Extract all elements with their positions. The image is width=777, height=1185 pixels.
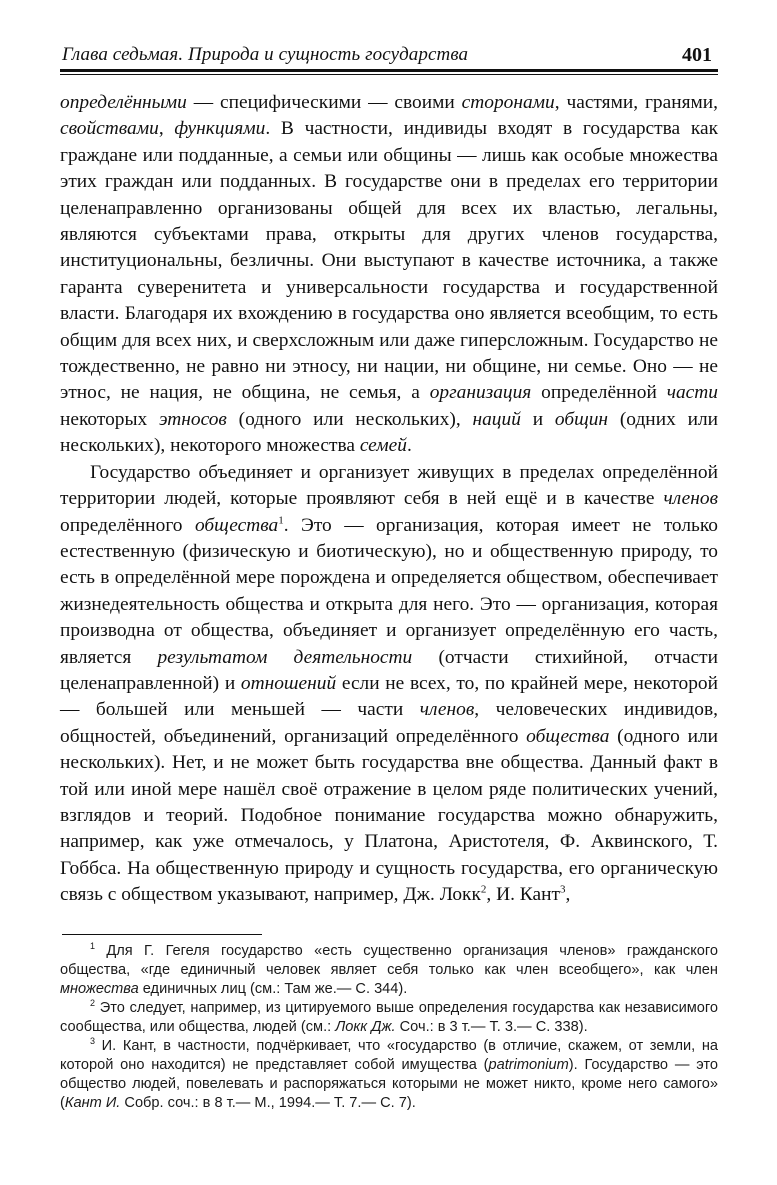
text-span: и	[520, 408, 555, 430]
text-span: общества	[526, 725, 610, 747]
text-span: общин	[554, 408, 609, 430]
main-text	[60, 90, 718, 909]
footnotes	[60, 942, 718, 1113]
footnote-1	[60, 942, 718, 999]
text-span: этносов	[159, 408, 227, 430]
text-span: ). Государство — это общество людей, повелевать и распоряжаться которыми не может никто, кроме него самого» (	[60, 1057, 718, 1111]
text-span: (одного или нескольких). Нет, и не может быть государства вне общества. Данный факт в той или иной мере нашёл своё отражение в целом ряде политических учений, взглядов и теорий. Подобное понимание государства можно обнаружить, например, как уже отмечалось, у Платона, Аристотеля, Ф. Аквинского, Т. Гоббса. На общественную природу и сущность государства, его органическую связь с обществом указывают, например, Дж. Локк	[60, 725, 718, 906]
text-span: членов	[663, 488, 718, 510]
paragraph-2	[60, 460, 718, 909]
text-span: — специфическими — своими	[186, 92, 462, 113]
text-span: , И. Кант	[486, 884, 560, 906]
text-span: членов	[419, 699, 475, 721]
footnote-2	[60, 999, 718, 1037]
text-span: результатом деятельности	[157, 646, 413, 668]
text-span: общества	[194, 514, 279, 536]
text-span: отношений	[240, 672, 337, 694]
footnote-separator	[62, 934, 262, 935]
text-span: семей	[359, 435, 407, 457]
text-span: определённой	[531, 382, 667, 404]
text-span: определённого	[60, 514, 195, 536]
footnote-ref-2[interactable]: 2	[480, 883, 487, 896]
text-span: ,	[158, 118, 175, 140]
text-span: наций	[472, 408, 521, 430]
header-rule-thin	[60, 74, 718, 75]
text-span: (одних или нескольких), некоторого множества	[60, 408, 718, 457]
header-rule	[60, 69, 718, 72]
text-span: Соч.: в 3 т.— Т. 3.— С. 338).	[395, 1019, 588, 1035]
text-span: . В частности, индивиды входят в государства как граждане или подданные, а семьи или общины — лишь как особые множества этих граждан или подданных. В государстве они в пределах его территории целенаправленно организованы общей для всех их властью, легальны, являются субъектами права, открыты для других членов государства, институциональны, безличны. Они выступают в качестве источника, а также гаранта суверенитета и универсальности государства и государственной власти. Благодаря их вхождению в государства оно является всеобщим, то есть общим для всех них, и сверхсложным или даже гиперсложным. Государство не тождественно, не равно ни этносу, ни нации, ни общине, ни семье. Оно — не этнос, не нация, не община, не семья, а	[60, 118, 719, 404]
text-span: . Это — организация, которая имеет не только естественную (физическую и биотическую), но и общественную природу, то есть в определённой мере порождена и определяется обществом, обеспечивает жизнедеятельность общества и открыта для него. Это — организация, которая производна от общества, объединяет и организует определённую его часть, является	[60, 514, 718, 668]
text-span: Государство объединяет и организует живущих в пределах определённой территории людей, которые проявляют себя в ней ещё и в качестве	[60, 461, 718, 510]
text-span: Это следует, например, из цитируемого выше определения государства как независимого сообщества, или общества, людей (см.:	[60, 1000, 718, 1035]
text-span: Локк Дж.	[335, 1019, 396, 1035]
text-span: некоторых	[60, 408, 159, 430]
text-span: организация	[429, 382, 532, 404]
text-span: Собр. соч.: в 8 т.— М., 1994.— Т. 7.— С. 7).	[120, 1095, 416, 1111]
text-span: Кант И.	[64, 1095, 121, 1111]
text-span: свойствами	[60, 118, 159, 140]
text-span: И. Кант, в частности, подчёркивает, что «государство (в отличие, скажем, от земли, на которой оно находится) не представляет собой имущества (	[60, 1038, 718, 1073]
footnote-mark: 3	[90, 1036, 96, 1047]
text-span: определёнными	[60, 92, 187, 113]
footnote-mark: 1	[90, 941, 96, 952]
text-span: , человеческих индивидов, общностей, объединений, организаций определённого	[60, 699, 718, 747]
paragraph-1	[60, 90, 718, 460]
text-span: если не всех, то, по крайней мере, некоторой — большей или меньшей — части	[60, 672, 718, 721]
page-number: 401	[682, 44, 712, 66]
footnote-ref-3[interactable]: 3	[559, 883, 566, 896]
text-span: части	[666, 382, 718, 404]
page-header	[60, 42, 718, 74]
text-span: ,	[565, 884, 571, 906]
text-span: patrimonium	[488, 1057, 569, 1073]
text-span: (одного или нескольких),	[226, 408, 473, 430]
footnote-3	[60, 1037, 718, 1113]
text-span: функциями	[174, 118, 266, 140]
text-span: , частями, гранями,	[554, 92, 718, 113]
text-span: Для Г. Гегеля государство «есть существенно организация членов» гражданского общества, «где единичный человек являет себя только как член всеобщего», как член	[60, 943, 718, 978]
footnote-mark: 2	[90, 998, 96, 1009]
text-span: (отчасти стихийной, отчасти целенаправленной) и	[60, 646, 718, 694]
running-title: Глава седьмая. Природа и сущность государства	[62, 44, 469, 65]
text-span: .	[406, 435, 412, 457]
text-span: единичных лиц (см.: Там же.— С. 344).	[138, 981, 408, 997]
text-span: множества	[60, 981, 139, 997]
text-span: сторонами	[461, 92, 555, 113]
footnote-ref-1[interactable]: 1	[278, 514, 284, 527]
